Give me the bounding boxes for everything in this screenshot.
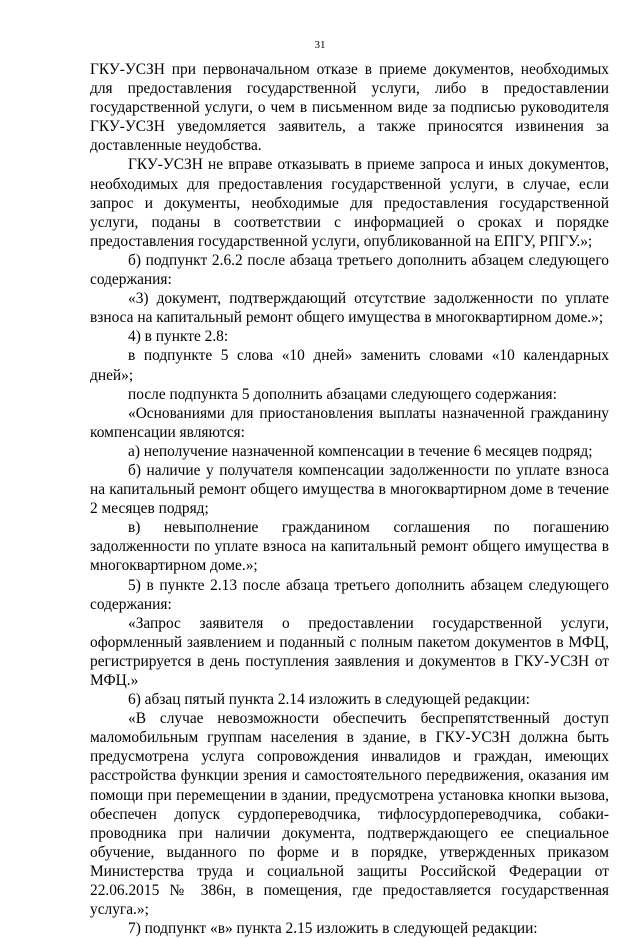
paragraph: «Основаниями для приостановления выплаты назначенной гражданину компенсации являются: [90, 404, 609, 441]
paragraph: б) подпункт 2.6.2 после абзаца третьего дополнить абзацем следующего содержания: [90, 251, 609, 289]
paragraph: б) наличие у получателя компенсации задолженности по уплате взноса на капитальный ремонт общего имущества в многоквартирном доме в течение 2 месяцев подряд; [90, 461, 609, 518]
paragraph: 4) в пункте 2.8: [128, 328, 229, 346]
paragraph: в) невыполнение гражданином соглашения по погашению задолженности по уплате взноса на капитальный ремонт общего имущества в многоквартирном доме.»; [90, 519, 609, 575]
paragraph: «3) документ, подтверждающий отсутствие задолженности по уплате взноса на капитальный ремонт общего имущества в многоквартирном доме.»; [90, 290, 609, 327]
paragraph: 6) абзац пятый пункта 2.14 изложить в следующей редакции: [128, 691, 530, 709]
page-number: 31 [314, 39, 326, 51]
paragraph: 5) в пункте 2.13 после абзаца третьего дополнить абзацем следующего содержания: [90, 576, 609, 613]
paragraph: а) неполучение назначенной компенсации в течение 6 месяцев подряд; [128, 442, 593, 460]
paragraph: ГКУ-УСЗН не вправе отказывать в приеме запроса и иных документов, необходимых для предоставления государственной услуги, в случае, если запрос и документы, необходимые для предоставления государственной услуги, поданы в соответствии с информацией о сроках и порядке предоставления государственной услуги, опубликованной на ЕПГУ, РПГУ.»; [90, 156, 609, 250]
paragraph: «В случае невозможности обеспечить беспрепятственный доступ маломобильным группам населения в здание, в ГКУ-УСЗН должна быть предусмотрена услуга сопровождения инвалидов и граждан, имеющих расстройства функции зрения и самостоятельного передвижения, оказания им помощи при перемещении в здании, предусмотрена установка кнопки вызова, обеспечен допуск сурдопереводчика, тифлосурдопереводчика, собаки-проводника при наличии документа, подтверждающего ее специальное обучение, выданного по форме и в порядке, утвержденных приказом Министерства труда и социальной защиты Российской Федерации от 22.06.2015 № 386н, в помещения, где предоставляется государственная услуга.»; [90, 710, 609, 919]
document-body [90, 60, 609, 938]
paragraph: после подпункта 5 дополнить абзацами следующего содержания: [128, 385, 557, 403]
paragraph: ГКУ-УСЗН при первоначальном отказе в приеме документов, необходимых для предоставления государственной услуги, либо в предоставлении государственной услуги, о чем в письменном виде за подписью руководителя ГКУ-УСЗН уведомляется заявитель, а также приносятся извинения за доставленные неудобства. [90, 61, 609, 155]
paragraph: «Запрос заявителя о предоставлении государственной услуги, оформленный заявлением и поданный с полным пакетом документов в МФЦ, регистрируется в день поступления заявления и документов в ГКУ-УСЗН от МФЦ.» [90, 614, 609, 689]
paragraph: в подпункте 5 слова «10 дней» заменить словами «10 календарных дней»; [90, 347, 609, 384]
paragraph: 7) подпункт «в» пункта 2.15 изложить в следующей редакции: [128, 920, 538, 938]
